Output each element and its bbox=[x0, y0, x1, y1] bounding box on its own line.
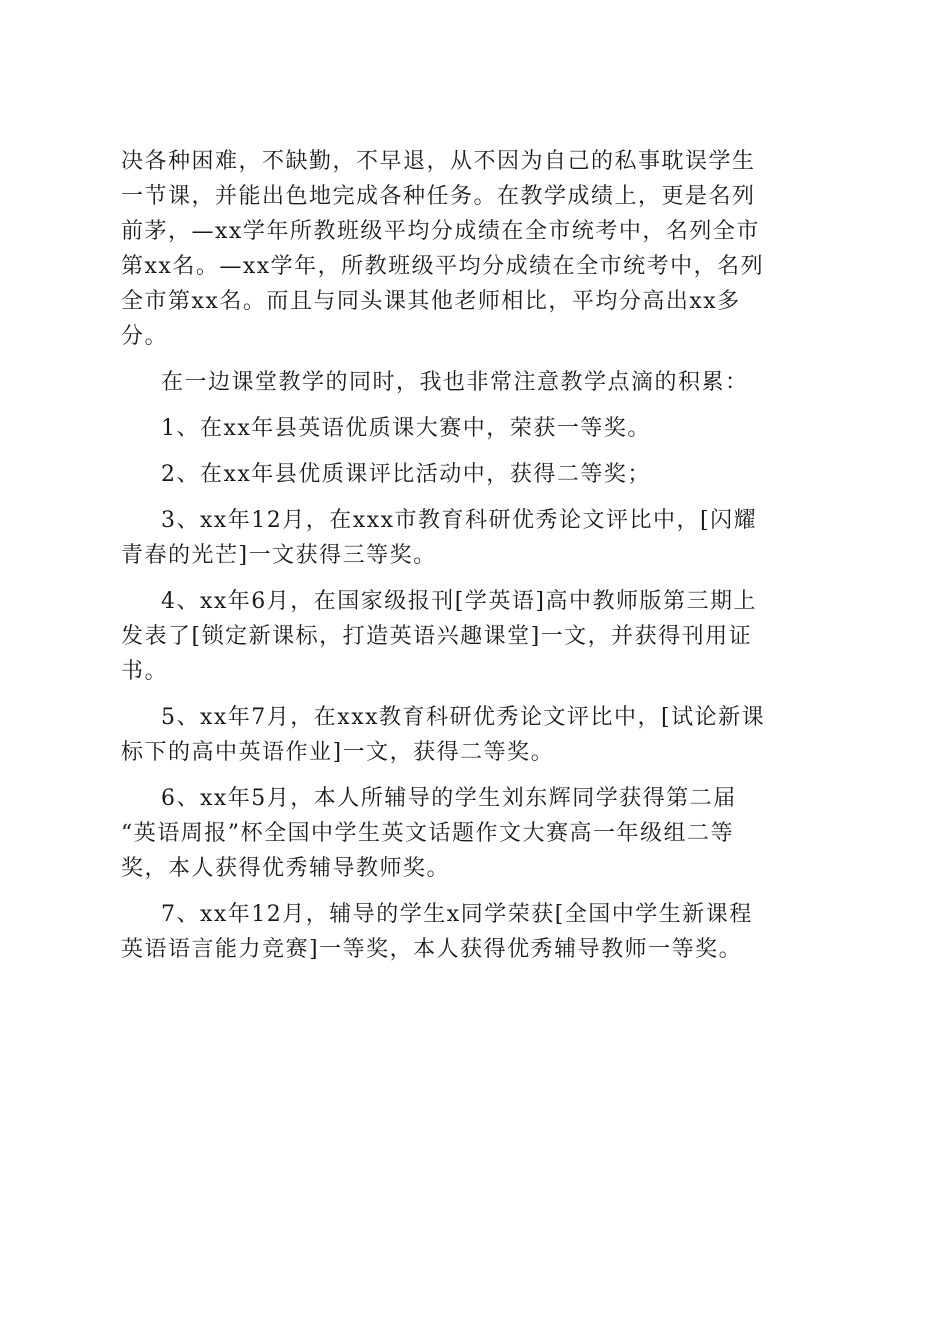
text-line: 奖，本人获得优秀辅导教师奖。 bbox=[121, 856, 451, 881]
list-item-award-6 bbox=[121, 781, 827, 886]
text-line: 在一边课堂教学的同时，我也非常注意教学点滴的积累： bbox=[161, 370, 749, 395]
text-line: 5、xx年7月，在xxx教育科研优秀论文评比中，[试论新课 bbox=[161, 705, 766, 730]
list-item-award-4 bbox=[121, 584, 827, 689]
text-line: 1、在xx年县英语优质课大赛中，荣获一等奖。 bbox=[161, 416, 651, 441]
text-line: 2、在xx年县优质课评比活动中，获得二等奖； bbox=[161, 462, 651, 487]
text-line: 标下的高中英语作业]一文，获得二等奖。 bbox=[121, 740, 555, 765]
text-line: 前茅，—xx学年所教班级平均分成绩在全市统考中，名列全市 bbox=[121, 219, 760, 244]
text-line: 第xx名。—xx学年，所教班级平均分成绩在全市统考中，名列 bbox=[121, 254, 765, 279]
document-body bbox=[121, 144, 827, 978]
text-line: 发表了[锁定新课标，打造英语兴趣课堂]一文，并获得刊用证 bbox=[121, 624, 753, 649]
text-line: 书。 bbox=[121, 659, 169, 684]
text-line: 青春的光芒]一文获得三等奖。 bbox=[121, 543, 437, 568]
text-line: “英语周报”杯全国中学生英文话题作文大赛高一年级组二等 bbox=[121, 821, 734, 846]
paragraph-accumulation-intro bbox=[121, 365, 827, 400]
list-item-award-3 bbox=[121, 503, 827, 573]
text-line: 英语语言能力竞赛]一等奖，本人获得优秀辅导教师一等奖。 bbox=[121, 937, 743, 962]
text-line: 7、xx年12月，辅导的学生x同学荣获[全国中学生新课程 bbox=[161, 902, 753, 927]
text-line: 一节课，并能出色地完成各种任务。在教学成绩上，更是名列 bbox=[121, 184, 756, 209]
text-line: 分。 bbox=[121, 324, 169, 349]
list-item-award-1 bbox=[121, 411, 827, 446]
text-line: 3、xx年12月，在xxx市教育科研优秀论文评比中，[闪耀 bbox=[161, 508, 758, 533]
text-line: 决各种困难，不缺勤，不早退，从不因为自己的私事耽误学生 bbox=[121, 149, 756, 174]
text-line: 全市第xx名。而且与同头课其他老师相比，平均分高出xx多 bbox=[121, 289, 741, 314]
list-item-award-2 bbox=[121, 457, 827, 492]
text-line: 4、xx年6月，在国家级报刊[学英语]高中教师版第三期上 bbox=[161, 589, 757, 614]
list-item-award-7 bbox=[121, 897, 827, 967]
paragraph-work-attitude bbox=[121, 144, 827, 354]
text-line: 6、xx年5月，本人所辅导的学生刘东辉同学获得第二届 bbox=[161, 786, 737, 811]
list-item-award-5 bbox=[121, 700, 827, 770]
